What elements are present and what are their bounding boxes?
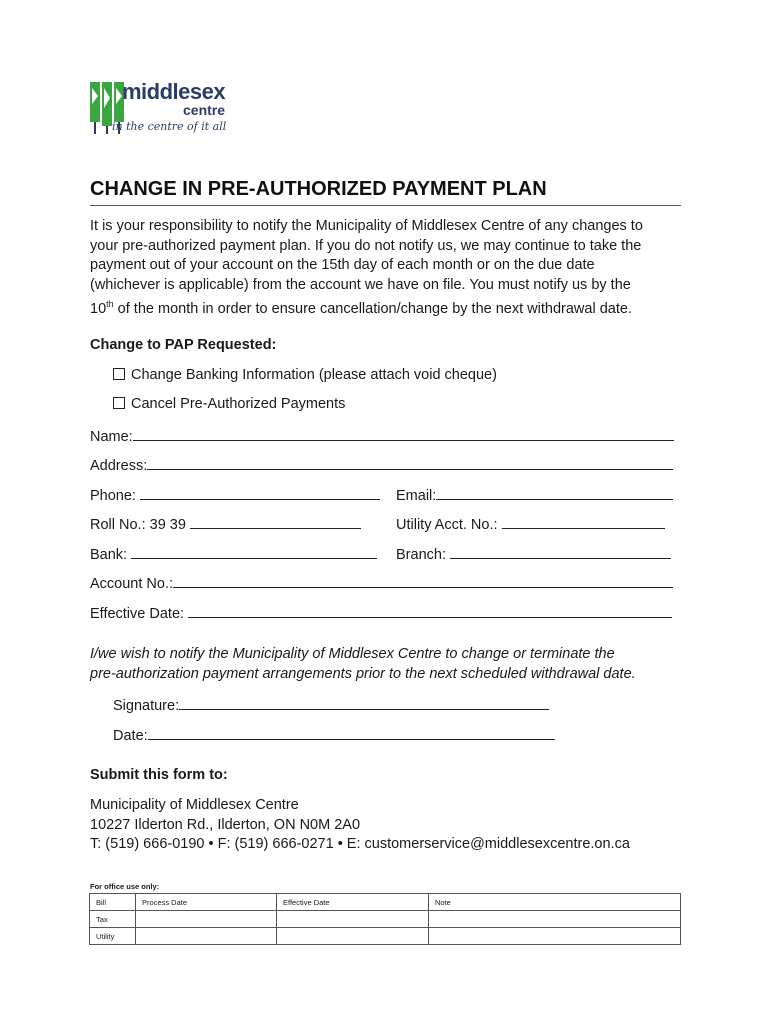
branch-field[interactable]: Branch:: [396, 544, 671, 563]
request-heading: Change to PAP Requested:: [90, 337, 277, 353]
roll-field[interactable]: Roll No.: 39 39: [90, 514, 361, 533]
signature-line[interactable]: [179, 695, 549, 710]
phone-line[interactable]: [140, 485, 380, 500]
contact-line: T: (519) 666-0190 • F: (519) 666-0271 • E: customerservice@middlesexcentre.on.ca: [90, 836, 630, 852]
option-change-banking[interactable]: Change Banking Information (please attach void cheque): [113, 367, 497, 383]
email-line[interactable]: [436, 485, 673, 500]
checkbox[interactable]: [113, 397, 125, 409]
account-field[interactable]: Account No.:: [90, 573, 673, 592]
phone-field[interactable]: Phone:: [90, 485, 380, 504]
email-field[interactable]: Email:: [396, 485, 673, 504]
page-title: CHANGE IN PRE-AUTHORIZED PAYMENT PLAN: [90, 178, 547, 200]
name-line[interactable]: [133, 426, 674, 441]
intro-line: your pre-authorized payment plan. If you do not notify us, we may continue to take the: [90, 237, 642, 254]
title-rule: [90, 205, 681, 206]
notice-line: pre-authorization payment arrangements prior to the next scheduled withdrawal date.: [90, 665, 636, 682]
roll-line[interactable]: [190, 514, 361, 529]
name-field[interactable]: Name:: [90, 426, 674, 445]
office-heading: For office use only:: [90, 882, 160, 891]
table-cell: [429, 928, 681, 945]
column-header: Process Date: [136, 894, 277, 911]
effective-date-field[interactable]: Effective Date:: [90, 603, 672, 622]
table-cell: [136, 911, 277, 928]
bank-line[interactable]: [131, 544, 377, 559]
logo-brand: middlesex: [122, 79, 226, 104]
submit-address: [90, 796, 630, 855]
address-line-text: Municipality of Middlesex Centre: [90, 797, 299, 813]
logo-tagline: in the centre of it all: [112, 120, 227, 133]
submit-heading: Submit this form to:: [90, 767, 228, 783]
option-cancel-pap[interactable]: Cancel Pre-Authorized Payments: [113, 396, 345, 412]
notice-line: I/we wish to notify the Municipality of Middlesex Centre to change or terminate the: [90, 646, 615, 662]
table-row: [90, 911, 681, 928]
row-label: Utility: [90, 928, 136, 945]
intro-line: payment out of your account on the 15th day of each month or on the due date: [90, 257, 595, 273]
checkbox[interactable]: [113, 368, 125, 380]
notice-paragraph: [90, 645, 636, 684]
column-header: Effective Date: [277, 894, 429, 911]
table-cell: [429, 911, 681, 928]
intro-line: 10th of the month in order to ensure cancellation/change by the next withdrawal date.: [90, 299, 632, 317]
branch-line[interactable]: [450, 544, 671, 559]
table-cell: [136, 928, 277, 945]
logo-sub: centre: [183, 102, 226, 118]
office-use-table: [89, 893, 681, 945]
utility-line[interactable]: [502, 514, 665, 529]
row-label: Bill: [90, 894, 136, 911]
signature-field[interactable]: Signature:: [113, 695, 549, 714]
bank-field[interactable]: Bank:: [90, 544, 377, 563]
table-row: [90, 928, 681, 945]
intro-line: (whichever is applicable) from the account we have on file. You must notify us by the: [90, 276, 631, 293]
date-field[interactable]: Date:: [113, 725, 555, 744]
address-line[interactable]: [147, 455, 673, 470]
address-line-text: 10227 Ilderton Rd., Ilderton, ON N0M 2A0: [90, 816, 361, 833]
table-cell: [277, 911, 429, 928]
utility-field[interactable]: Utility Acct. No.:: [396, 514, 665, 533]
row-label: Tax: [90, 911, 136, 928]
date-line[interactable]: [148, 725, 555, 740]
intro-paragraph: [90, 217, 643, 319]
address-field[interactable]: Address:: [90, 455, 673, 474]
table-row: [90, 894, 681, 911]
column-header: Note: [429, 894, 681, 911]
logo: [90, 79, 250, 138]
account-line[interactable]: [173, 573, 673, 588]
intro-line: It is your responsibility to notify the Municipality of Middlesex Centre of any changes to: [90, 218, 643, 234]
table-cell: [277, 928, 429, 945]
effective-date-line[interactable]: [188, 603, 672, 618]
